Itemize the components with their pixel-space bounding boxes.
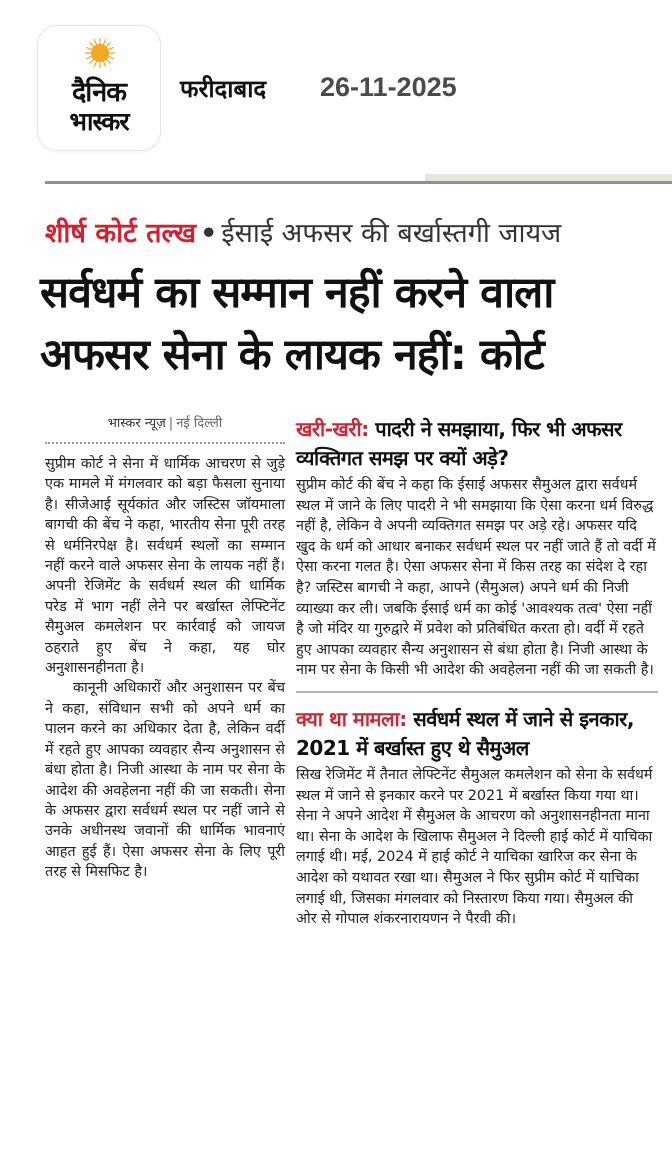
headline-line-2: अफसर सेना के लायक नहीं: कोर्ट bbox=[40, 330, 544, 380]
header-divider bbox=[45, 181, 672, 184]
main-story-column bbox=[45, 412, 285, 883]
bullet-separator: • bbox=[200, 218, 218, 249]
kicker-subtitle: ईसाई अफसर की बर्खास्तगी जायज bbox=[221, 218, 562, 249]
sidebar-1-label: खरी-खरी: bbox=[296, 417, 369, 441]
sun-icon bbox=[85, 38, 115, 68]
section-divider bbox=[296, 691, 658, 693]
edition-city: फरीदाबाद bbox=[180, 75, 267, 103]
paragraph: सुप्रीम कोर्ट ने सेना में धार्मिक आचरण से जुड़े एक मामले में मंगलवार को बड़ा फैसला सुनाया है। सीजेआई सूर्यकांत और जस्टिस जॉयमाला बागची की बेंच ने कहा, भारतीय सेना पूरी तरह से धर्मनिरपेक्ष है। सर्वधर्म स्थलों का सम्मान नहीं करने वाले अफसर सेना के लायक नहीं हैं। अपनी रेजिमेंट के सर्वधर्म स्थल की धार्मिक परेड में भाग नहीं लेने पर बर्खास्त लेफ्टिनेंट सैमुअल कमलेशन पर कार्रवाई को जायज ठहराते हुए बेंच ने कहा, यह घोर अनुशासनहीनता है। bbox=[45, 456, 285, 677]
logo-text-bhaskar: भास्कर bbox=[69, 107, 129, 136]
dainik-bhaskar-logo bbox=[37, 25, 161, 151]
article-headline bbox=[40, 262, 665, 386]
byline-place: नई दिल्ली bbox=[176, 416, 223, 431]
sidebar-2-heading bbox=[296, 705, 658, 763]
logo-text-dainik: दैनिक bbox=[71, 77, 127, 108]
sidebar-1-title: पादरी ने समझाया, फिर भी अफसर व्यक्तिगत समझ पर क्यों अड़े? bbox=[296, 417, 622, 470]
sidebar-2-body: सिख रेजिमेंट में तैनात लेफ्टिनेंट सैमुअल कमलेशन को सेना के सर्वधर्म स्थल में जाने से इनकार करने पर 2021 में बर्खास्त किया गया था। सेना ने अपने आदेश में सैमुअल के आचरण को अनुशासनहीनता माना था। सेना के आदेश के खिलाफ सैमुअल ने दिल्ली हाई कोर्ट में याचिका लगाई थी। मई, 2024 में हाई कोर्ट ने याचिका खारिज कर सेना के आदेश को यथावत रखा था। सैमुअल ने फिर सुप्रीम कोर्ट में याचिका लगाई थी, जिसका मंगलवार को निस्तारण किया गया। सैमुअल की ओर से गोपाल शंकरनारायणन ने पैरवी की। bbox=[296, 766, 653, 928]
main-story-body bbox=[45, 454, 285, 883]
publication-header bbox=[0, 0, 672, 180]
headline-line-1: सर्वधर्म का सम्मान नहीं करने वाला bbox=[40, 268, 554, 318]
sidebar-1-heading bbox=[296, 415, 658, 473]
byline-agency: भास्कर न्यूज़ bbox=[107, 416, 166, 431]
kicker-highlight: शीर्ष कोर्ट तल्ख bbox=[45, 218, 197, 249]
sidebar-1-body: सुप्रीम कोर्ट की बेंच ने कहा कि ईसाई अफसर सैमुअल द्वारा सर्वधर्म स्थल में जाने के लिए पादरी ने भी समझाया कि ऐसा करना धर्म विरुद्ध नहीं है, लेकिन वे अपनी व्यक्तिगत समझ पर अड़े रहे। अफसर यदि खुद के धर्म को आधार बनाकर सर्वधर्म स्थल पर नहीं जाते हैं तो वर्दी में ऐसा करना गलत है। ऐसा अफसर सेना में किस तरह का संदेश दे रहा है? जस्टिस बागची ने कहा, आपने (सैमुअल) अपने धर्म की निजी व्याख्या कर ली। जबकि ईसाई धर्म का कोई 'आवश्यक तत्व' ऐसा नहीं है जो मंदिर या गुरुद्वारे में प्रवेश को प्रतिबंधित करता हो। वर्दी में रहते हुए आपका व्यवहार सैन्य अनुशासन से बंधा होता है। निजी आस्था के नाम पर सेना के किसी भी आदेश की अवहेलना नहीं की जा सकती है। bbox=[296, 477, 656, 679]
byline bbox=[45, 412, 285, 444]
sidebar-2-title: सर्वधर्म स्थल में जाने से इनकार, 2021 में बर्खास्त हुए थे सैमुअल bbox=[296, 706, 634, 760]
sidebar-column bbox=[296, 415, 658, 930]
sidebar-2-label: क्या था मामला: bbox=[296, 706, 407, 731]
edition-date: 26-11-2025 bbox=[320, 72, 457, 102]
paragraph: कानूनी अधिकारों और अनुशासन पर बेंच ने कहा, संविधान सभी को अपने धर्म का पालन करने का अधिकार देता है, लेकिन वर्दी में रहते हुए आपका व्यवहार सैन्य अनुशासन से बंधा होता है। निजी आस्था के नाम पर सेना के आदेश की अवहेलना नहीं की जा सकती। सेना के अफसर द्वारा सर्वधर्म स्थल पर नहीं जाने से उनके अधीनस्थ जवानों की धार्मिक भावनाएं आहत हुई हैं। ऐसा अफसर सेना के लिए पूरी तरह से मिसफिट है। bbox=[45, 680, 285, 881]
article-kicker bbox=[45, 214, 665, 254]
byline-separator: | bbox=[168, 416, 174, 431]
